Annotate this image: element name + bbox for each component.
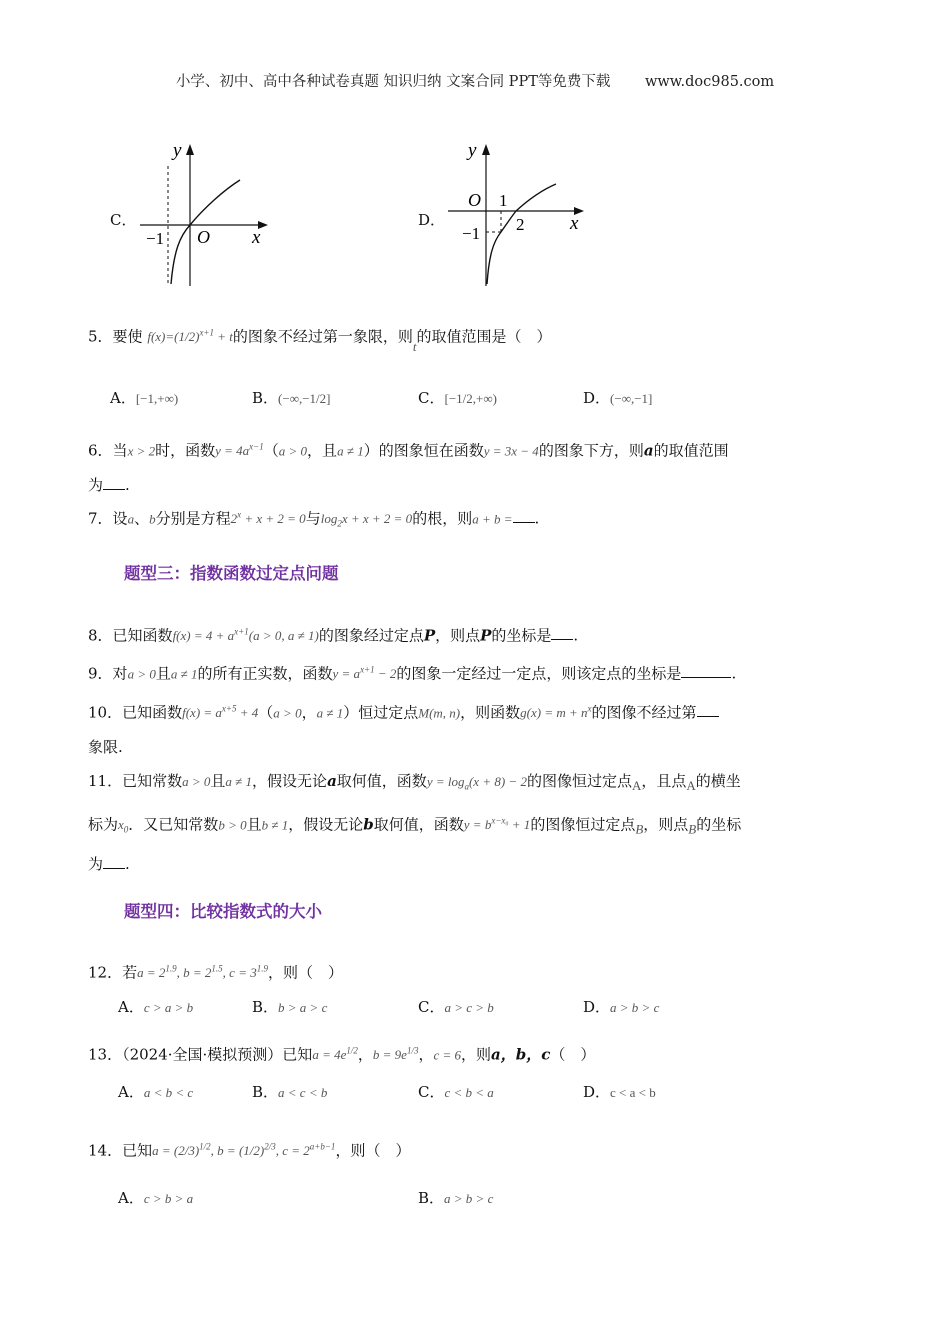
question-12 — [88, 952, 868, 990]
answer-blank[interactable] — [697, 702, 719, 717]
q7-eq2 — [320, 511, 413, 529]
question-13 — [88, 1034, 868, 1072]
q9-frest: − 2 — [374, 666, 397, 682]
q14-bexp: 2/3 — [264, 1142, 276, 1152]
q7-ab: a + b = — [472, 511, 513, 527]
option-value: c < b < a — [444, 1085, 494, 1100]
q13-a-expr — [312, 1047, 358, 1062]
q7-a: a — [127, 511, 135, 527]
q10-text-1: 已知函数 — [122, 703, 183, 722]
q9-c2: a ≠ 1 — [170, 666, 198, 682]
graph-d-y-label: y — [468, 140, 477, 161]
q6-text-5: ）的图象恒在函数 — [363, 441, 484, 460]
q12-aexp: 1.9 — [165, 964, 177, 974]
q11-x0-sub: 0 — [123, 824, 129, 835]
q6-f1 — [215, 443, 264, 458]
q6-c2: a ≠ 1 — [337, 443, 364, 459]
q5-text-3: 的取值范围是（ ） — [416, 327, 552, 346]
q12-option-a[interactable] — [118, 995, 193, 1020]
q10-point: M(m, n) — [418, 705, 461, 721]
q6-text-9: . — [125, 476, 130, 495]
q5-expr: f(x)=(1/2) — [147, 329, 200, 345]
q12-c: , c = 3 — [222, 965, 257, 981]
question-number: 12． — [88, 963, 123, 982]
q7-text-3: 分别是方程 — [155, 509, 231, 528]
q13-c: c = 6 — [433, 1047, 462, 1063]
q13-option-a[interactable] — [118, 1080, 193, 1105]
q9-f: y = a — [332, 666, 361, 682]
q14-option-a[interactable] — [118, 1186, 193, 1211]
q11-function-2 — [464, 817, 531, 832]
q10-c1: a > 0 — [273, 705, 302, 721]
q11-text-3: ，假设无论 — [252, 772, 328, 790]
q7-eq2-rest: x + x + 2 = 0 — [341, 511, 413, 527]
q11-g: y = b — [463, 816, 492, 832]
q10-g-base: g(x) = m + n — [520, 705, 588, 721]
q11-text-2: 且 — [210, 772, 226, 790]
q8-text-5: . — [573, 626, 579, 645]
question-11 — [88, 764, 868, 881]
graph-d-origin: O — [468, 190, 481, 210]
q12-expr — [137, 965, 268, 980]
graph-d-tick-x2: 2 — [516, 215, 525, 234]
q11-text-14: ，则点 — [643, 814, 689, 833]
q11-f: y = log — [426, 774, 465, 789]
graph-d-tick-x1: 1 — [499, 191, 508, 210]
q13-text-5: （ ） — [550, 1045, 596, 1064]
q14-c: , c = 2 — [275, 1143, 310, 1159]
graph-c-label: C． — [110, 211, 137, 229]
q7-eq1 — [231, 511, 306, 526]
option-value: a > b > c — [444, 1191, 494, 1206]
q11-point-a: A — [631, 778, 642, 793]
q11-text-11: ，假设无论 — [288, 814, 364, 833]
option-label: C． — [418, 389, 445, 407]
q13-vars: a，b，c — [491, 1045, 551, 1064]
q5-function — [147, 329, 233, 344]
header-url: www.doc985.com — [644, 74, 775, 90]
question-number: 13． — [88, 1045, 123, 1064]
q5-option-c[interactable] — [418, 386, 497, 411]
q11-c2: a ≠ 1 — [225, 774, 253, 789]
q7-text-2: 、 — [134, 509, 150, 528]
q7-eq1-rest: + x + 2 = 0 — [241, 511, 306, 527]
q5-option-b[interactable] — [252, 386, 330, 411]
option-label: C． — [418, 998, 445, 1016]
graph-c-x-label: x — [252, 227, 261, 248]
q10-frest: + 4 — [236, 705, 259, 721]
q7-text-6: . — [534, 509, 540, 528]
graph-c-origin: O — [197, 227, 210, 247]
q7-text-4: 与 — [305, 509, 321, 528]
q10-c2: a ≠ 1 — [316, 705, 344, 721]
q6-text-3: （ — [263, 441, 279, 460]
q10-text-3: ， — [301, 703, 317, 722]
q6-f1-base: y = 4a — [215, 443, 250, 459]
q5-text-2: 的图象不经过第一象限，则 — [232, 327, 413, 346]
q6-cond: x > 2 — [127, 443, 156, 459]
q11-point-a-2: A — [686, 778, 696, 793]
section-title-4: 题型四：比较指数式的大小 — [124, 902, 322, 921]
graph-c — [138, 138, 278, 288]
q13-text-3: ， — [418, 1045, 434, 1064]
q10-text-2: （ — [258, 703, 274, 722]
question-number: 6． — [88, 441, 113, 460]
q13-option-d[interactable] — [583, 1080, 656, 1105]
option-label: B． — [252, 389, 279, 407]
q11-text-12: 取何值，函数 — [373, 814, 464, 833]
q11-text-10: 且 — [246, 814, 262, 833]
q11-text-9: ．又已知常数 — [128, 814, 219, 833]
option-value: [−1,+∞) — [135, 391, 179, 406]
q10-text-6: 的图像不经过第 — [591, 703, 697, 722]
q14-text-2: ，则（ ） — [335, 1141, 411, 1160]
q6-f1-exp: x−1 — [249, 442, 264, 452]
q14-text-1: 已知 — [122, 1141, 153, 1160]
q13-b-expr — [373, 1047, 419, 1062]
option-value: a < b < c — [143, 1085, 194, 1100]
question-number: 5． — [88, 327, 113, 346]
q11-text-4: 取何值，函数 — [336, 772, 427, 790]
question-number: 10． — [88, 703, 123, 722]
option-label: B． — [418, 1189, 445, 1207]
q6-c1: a > 0 — [278, 443, 308, 459]
option-label: A． — [110, 389, 136, 407]
q12-option-b[interactable] — [252, 995, 327, 1020]
header-text: 小学、初中、高中各种试卷真题 知识归纳 文案合同 PPT等免费下载 — [175, 74, 611, 90]
q11-grest: + 1 — [508, 816, 531, 832]
answer-blank[interactable] — [681, 663, 731, 678]
option-label: D． — [583, 389, 611, 407]
q10-f: f(x) = a — [182, 705, 222, 721]
option-value: c < a < b — [610, 1085, 656, 1100]
q8-f: f(x) = 4 + a — [172, 628, 235, 644]
q11-text-15: 的坐标 — [696, 814, 742, 833]
q9-text-3: 的所有正实数，函数 — [197, 664, 333, 683]
q6-text-7: 的取值范围 — [653, 441, 729, 460]
answer-blank[interactable] — [103, 854, 125, 869]
q13-option-b[interactable] — [252, 1080, 327, 1105]
q11-text-16: 为 — [88, 854, 104, 873]
q11-frest: (x + 8) − 2 — [468, 774, 527, 789]
q11-point-b: B — [635, 820, 644, 836]
q14-aexp: 1/2 — [199, 1142, 211, 1152]
question-5 — [88, 316, 868, 354]
q11-x0 — [118, 816, 129, 835]
q10-text-5: ，则函数 — [460, 703, 521, 722]
page-header — [0, 70, 950, 91]
q12-option-d[interactable] — [583, 995, 659, 1020]
q14-option-b[interactable] — [418, 1186, 493, 1211]
q6-f2: y = 3x − 4 — [483, 443, 539, 459]
question-9 — [88, 653, 868, 691]
q11-text-6: ，且点 — [641, 772, 687, 790]
graph-c-tick: −1 — [146, 229, 165, 248]
option-value: a > b > c — [610, 1000, 660, 1015]
option-value: c > b > a — [143, 1191, 194, 1206]
q13-text-2: ， — [357, 1045, 373, 1064]
q13-text-1: （2024·全国·模拟预测）已知 — [122, 1045, 313, 1064]
q11-c3: b > 0 — [218, 816, 247, 832]
q8-text-1: 已知函数 — [112, 626, 173, 645]
q5-option-d[interactable] — [583, 386, 652, 411]
question-number: 14． — [88, 1141, 123, 1160]
q11-text-13: 的图像恒过定点 — [530, 814, 636, 833]
q9-fexp: x+1 — [360, 665, 375, 675]
option-label: B． — [252, 1083, 279, 1101]
q10-text-7: 象限. — [88, 738, 123, 757]
q12-text-1: 若 — [122, 963, 138, 982]
q8-function — [173, 628, 319, 643]
q8-text-4: 的坐标是 — [491, 626, 552, 645]
q10-function — [182, 705, 258, 720]
q8-text-2: 的图象经过定点 — [318, 626, 424, 645]
q5-option-a[interactable] — [110, 386, 178, 411]
q6-text-8: 为 — [88, 476, 104, 495]
question-number: 8． — [88, 626, 113, 645]
q11-text-8: 标为 — [88, 814, 119, 833]
q7-eq2-sub: 2 — [337, 518, 342, 529]
q6-text-2: 时，函数 — [155, 441, 216, 460]
section-title-3: 题型三：指数函数过定点问题 — [124, 564, 339, 583]
q12-b: , b = 2 — [176, 965, 212, 981]
q14-b: , b = (1/2) — [210, 1143, 265, 1159]
q11-var-a: a — [327, 772, 337, 790]
answer-blank[interactable] — [513, 508, 535, 523]
q9-text-5: . — [731, 664, 737, 683]
q7-b: b — [149, 511, 156, 527]
q10-g — [520, 705, 591, 720]
answer-blank[interactable] — [551, 625, 573, 640]
question-10 — [88, 692, 868, 764]
q12-a: a = 2 — [137, 965, 166, 981]
q8-text-3: ，则点 — [435, 626, 481, 645]
q13-option-c[interactable] — [418, 1080, 494, 1105]
option-label: A． — [118, 1189, 144, 1207]
q10-fexp: x+5 — [221, 704, 237, 714]
q11-text-5: 的图像恒过定点 — [526, 772, 632, 790]
q7-text-1: 设 — [112, 509, 128, 528]
q8-fexp: x+1 — [234, 627, 249, 637]
q10-text-4: ）恒过定点 — [343, 703, 419, 722]
option-label: B． — [252, 998, 279, 1016]
q6-text-6: 的图象下方，则 — [538, 441, 644, 460]
q7-eq1-exp: x — [237, 510, 242, 520]
graph-d-tick-y: −1 — [462, 224, 481, 243]
graph-d-x-label: x — [570, 213, 579, 234]
question-14 — [88, 1130, 868, 1168]
question-number: 9． — [88, 664, 113, 683]
q11-var-b: b — [363, 814, 374, 833]
option-value: c > a > b — [143, 1000, 194, 1015]
option-value: (−∞,−1/2] — [278, 391, 331, 406]
graph-c-y-label: y — [173, 140, 182, 161]
graph-d-label: D． — [418, 211, 446, 229]
q6-text-1: 当 — [112, 441, 128, 460]
q13-a: a = 4e — [312, 1047, 347, 1063]
q13-aexp: 1/2 — [346, 1046, 358, 1056]
q11-x0-base: x — [118, 816, 124, 832]
option-label: D． — [583, 1083, 611, 1101]
option-label: A． — [118, 1083, 144, 1101]
q7-eq1-base: 2 — [230, 511, 238, 527]
q14-cexp: a+b−1 — [309, 1142, 336, 1152]
q7-eq2-log: log — [320, 511, 338, 527]
q9-text-1: 对 — [112, 664, 128, 683]
question-7 — [88, 498, 868, 541]
q11-text-7: 的横坐 — [695, 772, 741, 790]
q12-option-c[interactable] — [418, 995, 494, 1020]
q11-fsub: a — [464, 781, 469, 792]
question-number: 7． — [88, 509, 113, 528]
q11-function-1 — [426, 774, 527, 792]
option-label: C． — [418, 1083, 445, 1101]
q12-text-2: ，则（ ） — [267, 963, 343, 982]
q5-var: t — [412, 339, 417, 355]
q13-b: b = 9e — [372, 1047, 407, 1063]
q9-text-2: 且 — [155, 664, 171, 683]
q9-c1: a > 0 — [127, 666, 156, 682]
q12-cexp: 1.9 — [256, 964, 268, 974]
q7-text-5: 的根，则 — [412, 509, 473, 528]
option-value: a < c < b — [278, 1085, 328, 1100]
option-label: A． — [118, 998, 144, 1016]
q11-c4: b ≠ 1 — [261, 816, 289, 832]
q14-expr — [152, 1143, 335, 1158]
option-value: b > a > c — [278, 1000, 328, 1015]
q8-fcond: (a > 0, a ≠ 1) — [248, 628, 319, 644]
q13-bexp: 1/3 — [406, 1046, 419, 1056]
question-number: 11． — [88, 772, 123, 790]
q6-var: a — [643, 441, 654, 460]
question-6 — [88, 430, 868, 502]
q11-c1: a > 0 — [182, 774, 211, 789]
q8-point: P — [423, 626, 436, 645]
q5-text-1: 要使 — [112, 327, 143, 346]
option-value: a > c > b — [444, 1000, 494, 1015]
option-value: (−∞,−1] — [610, 391, 653, 406]
q13-text-4: ，则 — [461, 1045, 492, 1064]
q6-text-4: ，且 — [307, 441, 338, 460]
q11-gexp: x−x₀ — [491, 815, 509, 826]
q11-text-1: 已知常数 — [122, 772, 183, 790]
option-label: D． — [583, 998, 611, 1016]
q10-g-exp: x — [587, 704, 592, 714]
question-8 — [88, 615, 868, 653]
q5-exp: x+1 — [199, 328, 215, 338]
answer-blank[interactable] — [103, 475, 125, 490]
q11-text-17: . — [125, 854, 130, 873]
q9-function — [333, 666, 397, 681]
q9-text-4: 的图象一定经过一定点，则该定点的坐标是 — [396, 664, 682, 683]
q11-point-b-2: B — [688, 820, 697, 836]
q12-bexp: 1.5 — [211, 964, 223, 974]
graph-d — [446, 138, 591, 288]
option-value: [−1/2,+∞) — [444, 391, 497, 406]
q14-a: a = (2/3) — [152, 1143, 200, 1159]
q8-point-2: P — [480, 626, 492, 645]
q5-plus: + t — [217, 329, 233, 345]
